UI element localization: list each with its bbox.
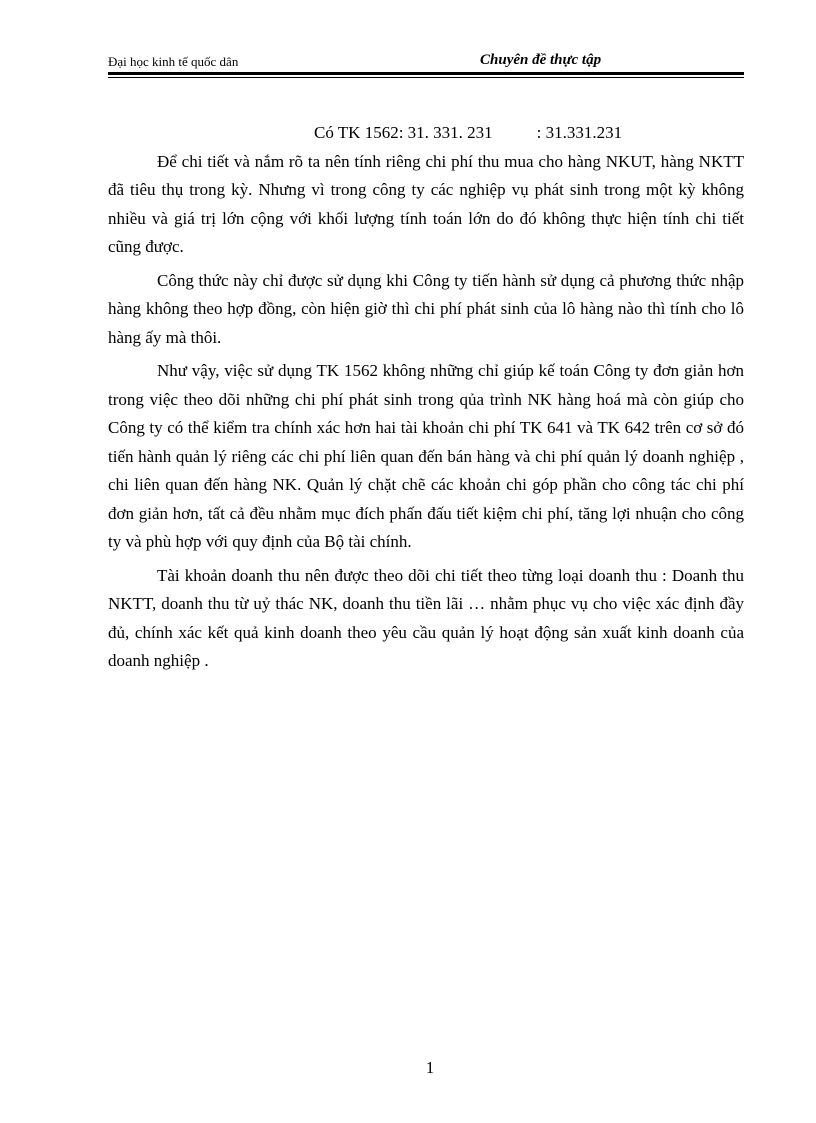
paragraph-3: Như vậy, việc sử dụng TK 1562 không những chỉ giúp kế toán Công ty đơn giản hơn trong việc theo dõi những chi phí phát sinh trong qủa trình NK hàng hoá mà còn giúp cho Công ty có thể kiểm tra chính xác hơn hai tài khoản chi phí TK 641 và TK 642 trên cơ sở đó tiến hành quản lý riêng các chi phí liên quan đến bán hàng và chi phí quản lý doanh nghiệp , chi liên quan đến hàng NK. Quản lý chặt chẽ các khoản chi góp phần cho công tác chi phí đơn giản hơn, tất cả đều nhằm mục đích phấn đấu tiết kiệm chi phí, tăng lợi nhuận cho công ty và phù hợp với quy định của Bộ tài chính.	[108, 361, 744, 551]
header-rule-thin	[108, 77, 744, 78]
credit-account-label: Có TK 1562: 31. 331. 231	[314, 123, 493, 142]
paragraph-4: Tài khoản doanh thu nên được theo dõi chi tiết theo từng loại doanh thu : Doanh thu NKTT, doanh thu từ uỷ thác NK, doanh thu tiền lãi … nhằm phục vụ cho việc xác định đầy đủ, chính xác kết quả kinh doanh theo yêu cầu quản lý hoạt động sản xuất kinh doanh của doanh nghiệp .	[108, 565, 744, 670]
page-number: 1	[425, 1058, 435, 1077]
header-rule-thick	[108, 72, 744, 75]
credit-amount: : 31.331.231	[536, 123, 623, 142]
paragraph-2: Công thức này chỉ được sử dụng khi Công ty tiến hành sử dụng cả phương thức nhập hàng không theo hợp đồng, còn hiện giờ thì chi phí phát sinh của lô hàng nào thì tính cho lô hàng ấy mà thôi.	[108, 270, 744, 347]
document-body	[108, 119, 744, 681]
header-university: Đại học kinh tế quốc dân	[108, 54, 239, 69]
page-header	[108, 52, 744, 72]
paragraph-1: Để chi tiết và nắm rõ ta nên tính riêng chi phí thu mua cho hàng NKUT, hàng NKTT đã tiêu thụ trong kỳ. Nhưng vì trong công ty các nghiệp vụ phát sinh trong một kỳ không nhiều và giá trị lớn cộng với khối lượng tính toán lớn do đó không thực hiện tính chi tiết cũng được.	[108, 151, 744, 256]
journal-entry-line	[314, 119, 744, 148]
header-document-type: Chuyên đề thực tập	[480, 52, 602, 68]
